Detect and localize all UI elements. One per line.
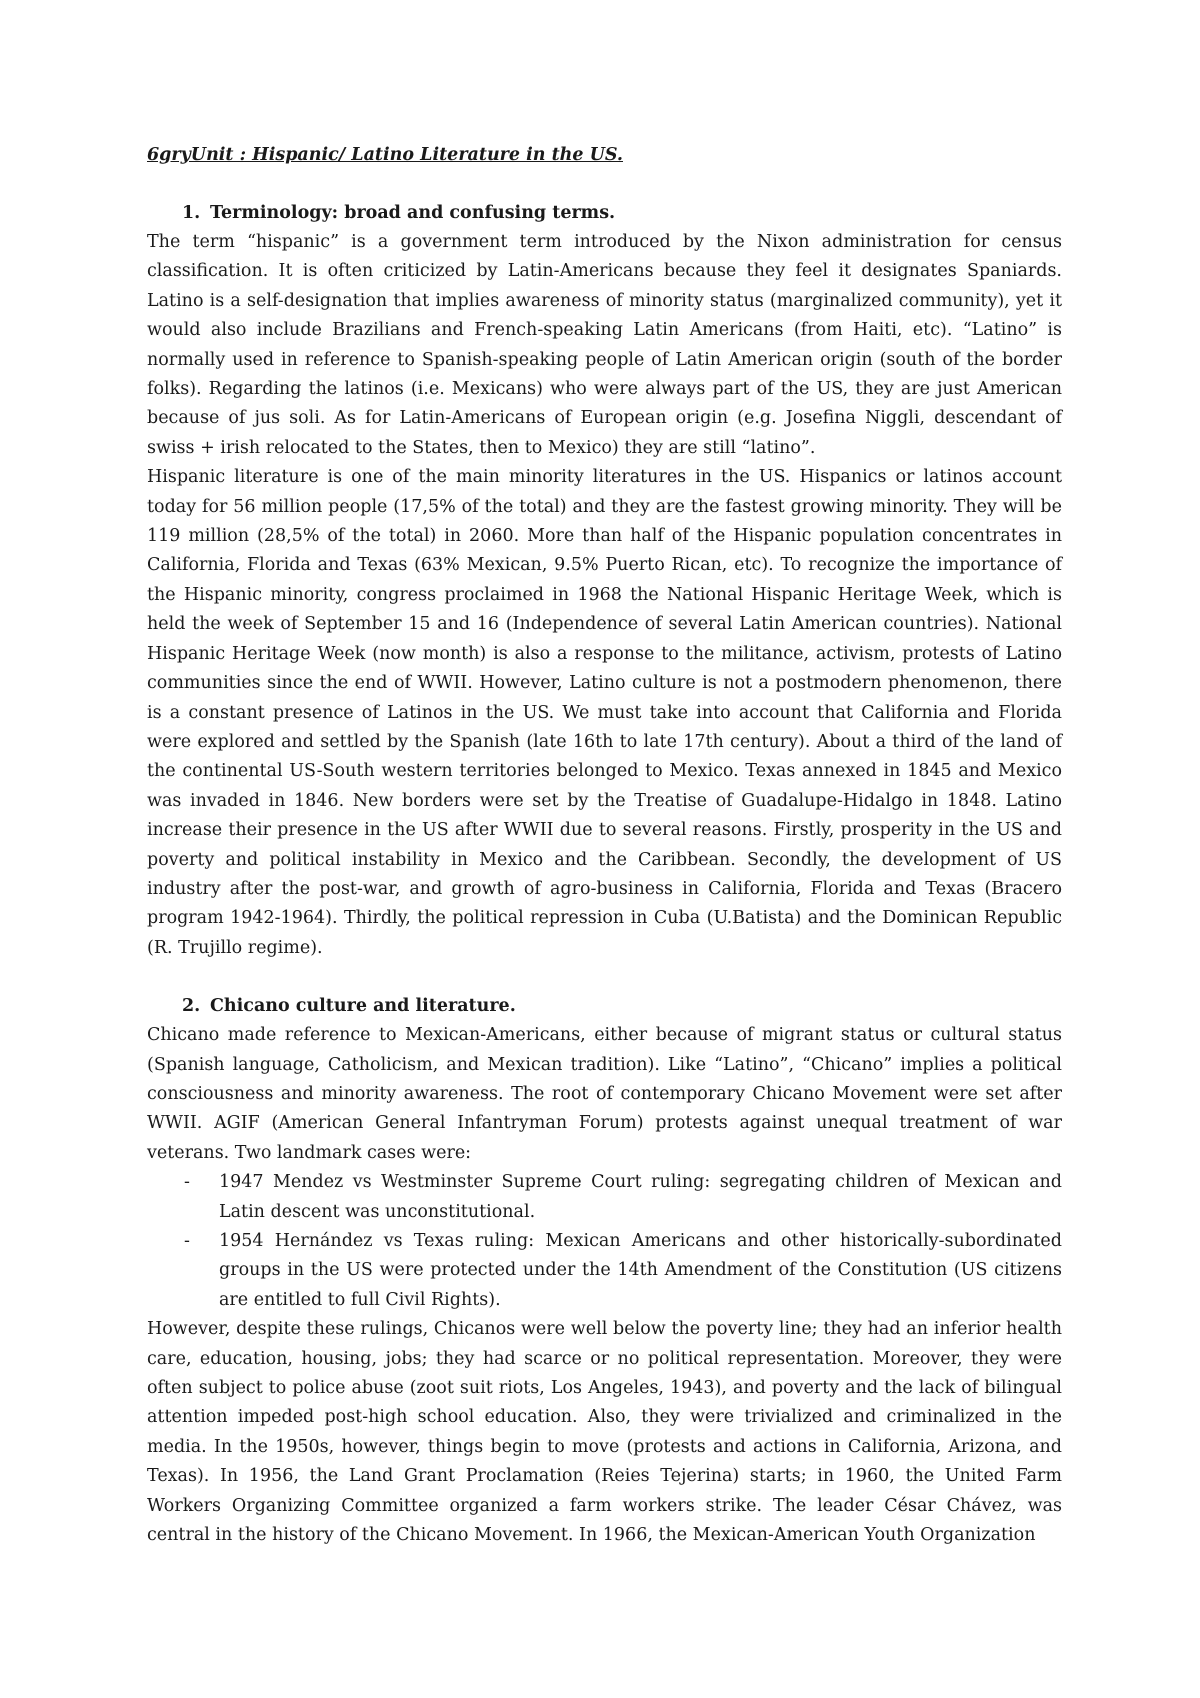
section-gap xyxy=(147,963,1062,992)
section-number: 1. xyxy=(182,203,201,223)
list-dash: - xyxy=(184,1172,190,1193)
paragraph-terminology-1: The term “hispanic” is a government term introduced by the Nixon administration for census classification. It is often criticized by Latin-Americans because they feel it designates Spaniards. Latino is a self-designation that implies awareness of minority status (marginalized community), yet it would also include Brazilians and French-speaking Latin Americans (from Haiti, etc). “Latino” is normally used in reference to Spanish-speaking people of Latin American origin (south of the border folks). Regarding the latinos (i.e. Mexicans) who were always part of the US, they are just American because of jus soli. As for Latin-Americans of European origin (e.g. Josefina Niggli, descendant of swiss + irish relocated to the States, then to Mexico) they are still “latino”. xyxy=(147,232,1062,458)
section-number: 2. xyxy=(182,996,201,1017)
paragraph-terminology-2: Hispanic literature is one of the main minority literatures in the US. Hispanics or latinos account today for 56 million people (17,5% of the total) and they are the fastest growing minority. They will be 119 million (28,5% of the total) in 2060. More than half of the Hispanic population concentrates in California, Florida and Texas (63% Mexican, 9.5% Puerto Rican, etc). To recognize the importance of the Hispanic minority, congress proclaimed in 1968 the National Hispanic Heritage Week, which is held the week of September 15 and 16 (Independence of several Latin American countries). National Hispanic Heritage Week (now month) is also a response to the militance, activism, protests of Latino communities since the end of WWII. However, Latino culture is not a postmodern phenomenon, there is a constant presence of Latinos in the US. We must take into account that California and Florida were explored and settled by the Spanish (late 16th to late 17th century). About a third of the land of the continental US-South western territories belonged to Mexico. Texas annexed in 1845 and Mexico was invaded in 1846. New borders were set by the Treatise of Guadalupe-Hidalgo in 1848. Latino increase their presence in the US after WWII due to several reasons. Firstly, prosperity in the US and poverty and political instability in Mexico and the Caribbean. Secondly, the development of US industry after the post-war, and growth of agro-business in California, Florida and Texas (Bracero program 1942-1964). Thirdly, the political repression in Cuba (U.Batista) and the Dominican Republic (R. Trujillo regime). xyxy=(147,467,1062,958)
list-item xyxy=(147,1227,1062,1315)
list-item-text: 1954 Hernández vs Texas ruling: Mexican Americans and other historically-subordinated groups in the US were protected under the 14th Amendment of the Constitution (US citizens are entitled to full Civil Rights). xyxy=(219,1231,1062,1310)
list-item-text: 1947 Mendez vs Westminster Supreme Court ruling: segregating children of Mexican and Latin descent was unconstitutional. xyxy=(219,1172,1062,1222)
section-heading-text: Terminology: broad and confusing terms. xyxy=(210,203,616,223)
document-title: 6gryUnit : Hispanic/ Latino Literature in the US. xyxy=(147,145,623,165)
section-heading-terminology xyxy=(147,199,1062,228)
landmark-cases-list xyxy=(147,1168,1062,1315)
list-dash: - xyxy=(184,1231,190,1251)
paragraph-chicano-intro: Chicano made reference to Mexican-Americans, either because of migrant status or cultural status (Spanish language, Catholicism, and Mexican tradition). Like “Latino”, “Chicano” implies a political consciousness and minority awareness. The root of contemporary Chicano Movement were set after WWII. AGIF (American General Infantryman Forum) protests against unequal treatment of war veterans. Two landmark cases were: xyxy=(147,1025,1062,1163)
paragraph-chicano-closing: However, despite these rulings, Chicanos were well below the poverty line; they had an inferior health care, education, housing, jobs; they had scarce or no political representation. Moreover, they were often subject to police abuse (zoot suit riots, Los Angeles, 1943), and poverty and the lack of bilingual attention impeded post-high school education. Also, they were trivialized and criminalized in the media. In the 1950s, however, things begin to move (protests and actions in California, Arizona, and Texas). In 1956, the Land Grant Proclamation (Reies Tejerina) starts; in 1960, the United Farm Workers Organizing Committee organized a farm workers strike. The leader César Chávez, was central in the history of the Chicano Movement. In 1966, the Mexican-American Youth Organization xyxy=(147,1319,1062,1546)
section-heading-text: Chicano culture and literature. xyxy=(210,996,516,1017)
list-item xyxy=(147,1168,1062,1227)
section-heading-chicano xyxy=(147,992,1062,1021)
